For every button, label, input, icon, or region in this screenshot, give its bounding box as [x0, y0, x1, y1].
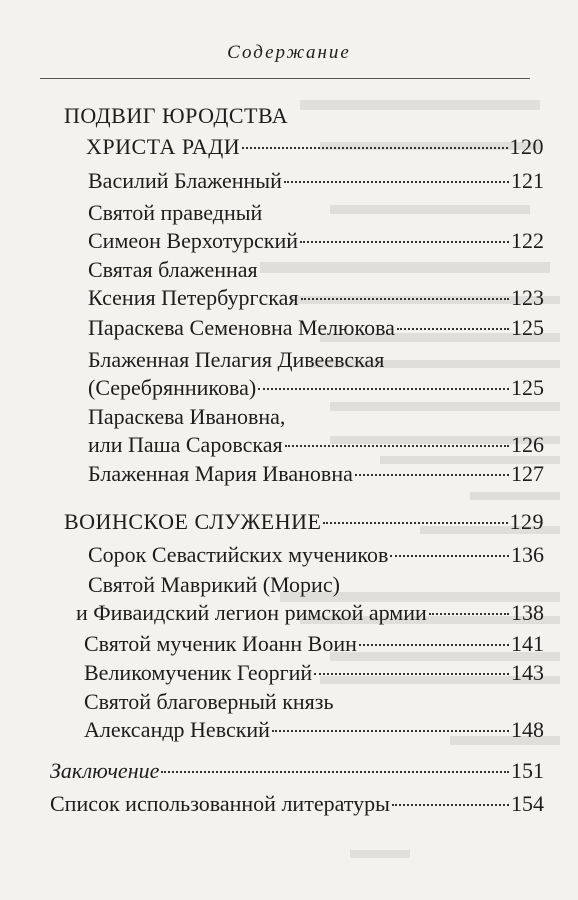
toc-entry — [84, 688, 544, 744]
page-number: 141 — [511, 631, 544, 656]
toc-entry — [84, 659, 544, 687]
toc-entry — [88, 460, 544, 488]
entry-title: Параскева Семеновна Мелюкова — [88, 315, 395, 340]
entry-title: Заключение — [50, 758, 160, 783]
dot-leader — [161, 771, 509, 773]
toc-entry — [88, 256, 544, 312]
dot-leader — [392, 804, 509, 806]
toc-entry — [88, 167, 544, 195]
page-number: 138 — [511, 600, 544, 625]
dot-leader — [390, 555, 509, 557]
entry-title: Список использованной литературы — [50, 791, 390, 816]
dot-leader — [397, 328, 509, 330]
entry-title: Ксения Петербургская — [88, 285, 299, 310]
entry-title: (Серебрянникова) — [88, 375, 257, 400]
toc-entry — [84, 630, 544, 658]
dot-leader — [355, 474, 509, 476]
toc-entry — [88, 314, 544, 342]
entry-title: Блаженная Мария Ивановна — [88, 461, 353, 486]
page-number: 126 — [511, 432, 544, 457]
toc-entry — [88, 403, 544, 459]
entry-title: Святой мученик Иоанн Воин — [84, 631, 357, 656]
entry-title: Симеон Верхотурский — [88, 228, 299, 253]
dot-leader — [258, 388, 509, 390]
page-number: 148 — [511, 717, 544, 742]
dot-leader — [429, 613, 509, 615]
toc-entry-conclusion — [50, 757, 544, 785]
page-number: 121 — [511, 168, 544, 193]
entry-title: Святая блаженная — [88, 257, 258, 282]
page-number: 122 — [511, 228, 544, 253]
dot-leader — [284, 181, 509, 183]
page-number: 151 — [511, 758, 544, 783]
section-title-holy-foolishness — [64, 102, 544, 161]
entry-title: Святой благоверный князь — [84, 689, 334, 714]
toc-entry — [88, 541, 544, 569]
dot-leader — [272, 730, 509, 732]
section-title-line: ВОИНСКОЕ СЛУЖЕНИЕ — [64, 509, 322, 534]
toc-entry — [88, 346, 544, 402]
section-title-military-service — [64, 508, 544, 536]
section-title-line: ХРИСТА РАДИ — [86, 134, 241, 159]
toc-entry — [76, 571, 544, 627]
entry-title: Великомученик Георгий — [84, 660, 313, 685]
page-number: 125 — [511, 315, 544, 340]
dot-leader — [359, 644, 509, 646]
entry-title: Блаженная Пелагия Дивеевская — [88, 347, 385, 372]
toc-entry — [88, 199, 544, 255]
page-header-title: Содержание — [227, 42, 351, 63]
dot-leader — [323, 522, 507, 524]
dot-leader — [314, 673, 509, 675]
entry-title: Святой Маврикий (Морис) — [88, 572, 340, 597]
dot-leader — [285, 445, 509, 447]
entry-title: или Паша Саровская — [88, 432, 283, 457]
page-number: 129 — [509, 509, 544, 534]
dot-leader — [300, 241, 509, 243]
page-number: 125 — [511, 375, 544, 400]
page-number: 136 — [511, 542, 544, 567]
section-title-line: ПОДВИГ ЮРОДСТВА — [64, 103, 289, 128]
entry-title: Александр Невский — [84, 717, 270, 742]
dot-leader — [301, 298, 509, 300]
entry-title: и Фиваидский легион римской армии — [76, 600, 427, 625]
entry-title: Параскева Ивановна, — [88, 404, 286, 429]
entry-title: Святой праведный — [88, 200, 263, 225]
dot-leader — [242, 147, 507, 149]
entry-title: Сорок Севастийских мучеников — [88, 542, 389, 567]
page-number: 127 — [511, 461, 544, 486]
entry-title: Василий Блаженный — [88, 168, 282, 193]
page-number: 143 — [511, 660, 544, 685]
page-number: 154 — [511, 791, 544, 816]
page-number: 120 — [509, 134, 544, 159]
page-number: 123 — [511, 285, 544, 310]
toc-entry-bibliography — [50, 790, 544, 818]
